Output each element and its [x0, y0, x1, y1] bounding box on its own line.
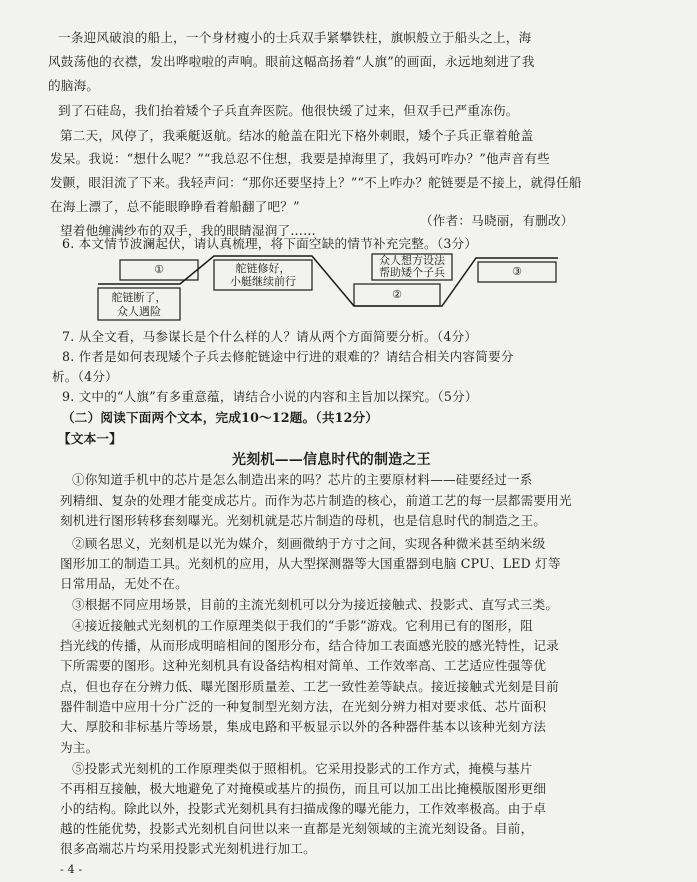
story-line: 一条迎风破浪的船上，一个身材瘦小的士兵双手紧攀铁柱，旗帜般立于船头之上，海: [58, 30, 532, 45]
story-line: 的脑海。: [48, 78, 100, 93]
article-line: 日常用品，无处不在。: [60, 576, 188, 591]
article-line: ③根据不同应用场景，目前的主流光刻机可以分为接近接触式、投影式、直写式三类。: [72, 597, 559, 612]
author-credit: （作者：马晓丽，有删改）: [420, 213, 574, 228]
article-line: 图形加工的制造工具。光刻机的应用，从大型探测器等大国重器到电脑 CPU、LED 灯等: [60, 556, 561, 571]
article-title: 光刻机——信息时代的制造之王: [232, 452, 431, 468]
article-line: 大、厚胶和非标基片等场景，集成电路和平板显示以外的各种器件基本以该种光刻方法: [60, 719, 547, 734]
text-label: 【文本一】: [58, 431, 122, 446]
article-line: 器件制造中应用十分广泛的一种复制型光刻方法，在光刻分辨力相对要求低、芯片面积: [60, 699, 547, 714]
story-line: 发呆。我说：“想什么呢？”“我总忍不住想，我要是掉海里了，我妈可咋办？”他声音有些: [50, 151, 550, 166]
question-9: 9. 文中的“人旗”有多重意蕴，请结合小说的内容和主旨加以探究。（5分）: [62, 389, 478, 404]
plot-box-1-line-2: 众人遇险: [117, 305, 161, 318]
story-line: 风鼓荡他的衣襟，发出哗啦啦的声响。眼前这幅高扬着“人旗”的画面，永远地刻进了我: [48, 54, 535, 69]
article-line: 小的结构。除此以外，投影式光刻机具有扫描成像的曝光能力，工作效率极高。由于卓: [60, 801, 547, 816]
plot-blank-1: ①: [154, 263, 164, 276]
plot-box-3-line-1: 众人想方设法: [379, 254, 445, 267]
article-line: ④接近接触式光刻机的工作原理类似于我们的“手影”游戏。它利用已有的图形，阻: [72, 618, 534, 633]
article-line: 为主。: [60, 740, 99, 755]
story-line: 发颤，眼泪流了下来。我轻声问：“那你还要坚持上？”“不上咋办？舵链要是不接上，就得任船: [50, 175, 582, 190]
article-line: ②顾名思义，光刻机是以光为媒介，刻画微纳于方寸之间，实现各种微米甚至纳米级: [72, 536, 546, 551]
page-number: - 4 -: [60, 863, 83, 876]
plot-box-2-line-2: 小艇继续前行: [230, 275, 296, 288]
plot-box-1-line-1: 舵链断了，: [111, 291, 167, 304]
plot-box-3-line-2: 帮助矮个子兵: [379, 266, 445, 279]
plot-box-2-line-1: 舵链修好，: [235, 262, 291, 275]
story-line: 第二天，风停了，我乘艇返航。结冰的舱盖在阳光下格外刺眼，矮个子兵正靠着舱盖: [60, 128, 534, 143]
article-line: 列精细、复杂的处理才能变成芯片。而作为芯片制造的核心，前道工艺的每一层都需要用光: [60, 493, 572, 508]
plot-blank-3: ③: [512, 265, 522, 278]
story-line: 望着他缠满纱布的双手，我的眼睛湿润了……: [60, 223, 316, 238]
article-line: ⑤投影式光刻机的工作原理类似于照相机。它采用投影式的工作方式，掩模与基片: [72, 761, 533, 776]
story-line: 到了石硅岛，我们抬着矮个子兵直奔医院。他很快缓了过来，但双手已严重冻伤。: [58, 103, 519, 118]
section-heading: （二）阅读下面两个文本，完成10～12题。（共12分）: [62, 410, 379, 425]
question-8-cont: 析。（4分）: [52, 369, 118, 384]
article-line: ①你知道手机中的芯片是怎么制造出来的吗？芯片的主要原材料——硅要经过一系: [72, 472, 533, 487]
question-8: 8. 作者是如何表现矮个子兵去修舵链途中行进的艰难的？请结合相关内容简要分: [62, 349, 514, 364]
question-6: 6. 本文情节波澜起伏，请认真梳理，将下面空缺的情节补充完整。（3分）: [62, 236, 478, 251]
article-line: 越的性能优势，投影式光刻机自问世以来一直都是光刻领域的主流光刻设备。目前，: [60, 821, 534, 836]
article-line: 不再相互接触，极大地避免了对掩模或基片的损伤，而且可以加工出比掩模版图形更细: [60, 781, 547, 796]
story-line: 在海上漂了，总不能眼睁睁看着船翻了吧？”: [50, 199, 300, 214]
plot-blank-2: ②: [392, 288, 402, 301]
question-7: 7. 从全文看，马参谋长是个什么样的人？请从两个方面简要分析。（4分）: [62, 329, 478, 344]
article-line: 下所需要的图形。这种光刻机具有设备结构相对简单、工作效率高、工艺适应性强等优: [60, 658, 547, 673]
article-line: 挡光线的传播，从而形成明暗相间的图形分布，结合待加工表面感光胶的感光特性，记录: [60, 638, 559, 653]
article-line: 点，但也存在分辨力低、曝光图形质量差、工艺一致性差等缺点。接近接触式光刻是目前: [60, 679, 559, 694]
plot-diagram: [92, 250, 562, 326]
article-line: 刻机进行图形转移套刻曝光。光刻机就是芯片制造的母机，也是信息时代的制造之王。: [60, 513, 547, 528]
article-line: 很多高端芯片均采用投影式光刻机进行加工。: [60, 841, 316, 856]
